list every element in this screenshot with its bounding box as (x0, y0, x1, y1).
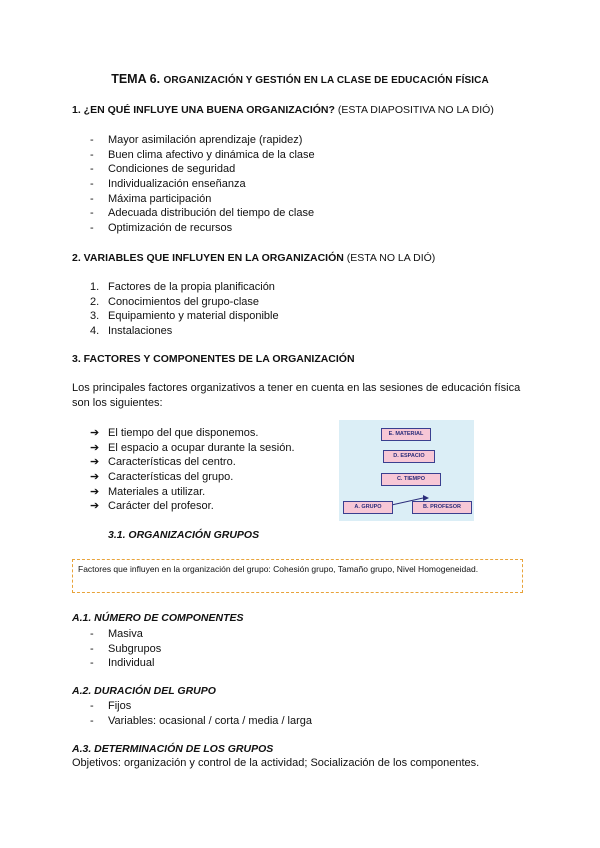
a1-list (90, 627, 161, 671)
groups-note-box: Factores que influyen en la organización del grupo: Cohesión grupo, Tamaño grupo, Nivel Homogeneidad. (72, 559, 523, 593)
list-item: - Máxima participación (90, 192, 212, 205)
list-item: ➔ Características del centro. (90, 456, 236, 469)
arrow-icon: ➔ (90, 441, 100, 454)
section-3-heading: 3. FACTORES Y COMPONENTES DE LA ORGANIZACIÓN (72, 353, 355, 365)
title-text: ORGANIZACIÓN Y GESTIÓN EN LA CLASE DE EDUCACIÓN FÍSICA (163, 75, 489, 86)
section-2-title: 2. VARIABLES QUE INFLUYEN EN LA ORGANIZACIÓN (72, 252, 344, 264)
section-3-list (90, 426, 295, 514)
diagram-box-grupo: A. GRUPO (343, 501, 393, 514)
section-1-heading (72, 104, 494, 116)
list-item: - Individual (90, 657, 155, 670)
subsection-3-1-heading: 3.1. ORGANIZACIÓN GRUPOS (108, 529, 260, 541)
arrow-icon: ➔ (90, 485, 100, 498)
arrow-icon: ➔ (90, 471, 100, 484)
list-item: - Masiva (90, 628, 143, 640)
list-item: ➔ Características del grupo. (90, 471, 234, 484)
list-item: - Variables: ocasional / corta / media / larga (90, 714, 313, 727)
arrow-icon: ➔ (90, 500, 100, 513)
organization-diagram (339, 420, 474, 521)
list-item: - Buen clima afectivo y dinámica de la clase (90, 148, 315, 161)
section-3-intro: Los principales factores organizativos a tener en cuenta en las sesiones de educación física son los siguientes: (72, 382, 521, 409)
section-2-note: (ESTA NO LA DIÓ) (346, 252, 436, 264)
section-1-note: (ESTA DIAPOSITIVA NO LA DIÓ) (337, 104, 494, 116)
a3-text: Objetivos: organización y control de la actividad; Socialización de los componentes. (72, 757, 480, 769)
a2-heading: A.2. DURACIÓN DEL GRUPO (72, 685, 216, 697)
list-item: ➔ El tiempo del que disponemos. (90, 427, 259, 439)
section-1-title: 1. ¿EN QUÉ INFLUYE UNA BUENA ORGANIZACIÓN? (72, 104, 335, 116)
diagram-box-profesor: B. PROFESOR (412, 501, 472, 514)
list-item: 4. Instalaciones (90, 324, 173, 337)
arrow-icon: ➔ (90, 427, 100, 439)
list-item: - Individualización enseñanza (90, 178, 246, 191)
diagram-box-tiempo: C. TIEMPO (381, 473, 441, 486)
a3-heading: A.3. DETERMINACIÓN DE LOS GRUPOS (72, 743, 274, 755)
list-item: ➔ El espacio a ocupar durante la sesión. (90, 441, 295, 454)
title-prefix: TEMA 6. (111, 72, 161, 86)
section-2-list (90, 280, 279, 338)
diagram-box-material: E. MATERIAL (381, 428, 431, 441)
section-1-list (90, 133, 315, 236)
list-item: - Adecuada distribución del tiempo de clase (90, 207, 315, 220)
list-item: - Subgrupos (90, 642, 162, 655)
list-item: - Condiciones de seguridad (90, 163, 236, 176)
a2-list (90, 699, 312, 728)
list-item: 2. Conocimientos del grupo-clase (90, 295, 260, 308)
list-item: 3. Equipamiento y material disponible (90, 310, 279, 322)
list-item: ➔ Carácter del profesor. (90, 500, 214, 513)
list-item: ➔ Materiales a utilizar. (90, 485, 206, 498)
arrow-icon: ➔ (90, 456, 100, 469)
list-item: 1. Factores de la propia planificación (90, 281, 275, 293)
a1-heading: A.1. NÚMERO DE COMPONENTES (72, 612, 244, 624)
list-item: - Optimización de recursos (90, 222, 233, 235)
diagram-box-espacio: D. ESPACIO (383, 450, 435, 463)
list-item: - Fijos (90, 700, 132, 712)
section-2-heading (72, 252, 435, 264)
document-title (0, 72, 600, 86)
list-item: - Mayor asimilación aprendizaje (rapidez) (90, 134, 303, 146)
